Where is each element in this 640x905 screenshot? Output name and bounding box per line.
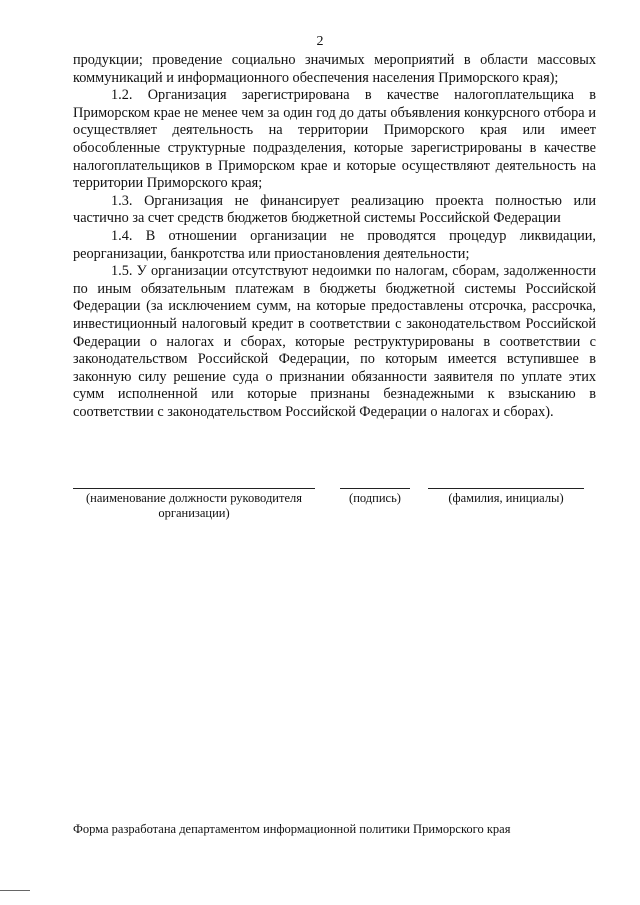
name-caption: (фамилия, инициалы) (448, 491, 564, 505)
paragraph-continuation: продукции; проведение социально значимых мероприятий в области массовых коммуникаций и информационного обеспечения населения Приморского края); (73, 52, 596, 86)
paragraph-1-4: 1.4. В отношении организации не проводятся процедур ликвидации, реорганизации, банкротства или приостановления деятельности; (73, 227, 596, 262)
page-number: 2 (316, 34, 324, 49)
scan-edge-mark (0, 890, 30, 891)
position-line (73, 488, 315, 489)
signature-caption: (подпись) (349, 491, 401, 505)
paragraph-1-3: 1.3. Организация не финансирует реализацию проекта полностью или частично за счет средств бюджетов бюджетной системы Российской Федерации (73, 192, 596, 227)
signature-line (340, 488, 410, 489)
footer-note: Форма разработана департаментом информационной политики Приморского края (73, 822, 511, 836)
document-body (73, 52, 596, 421)
paragraph-1-5: 1.5. У организации отсутствуют недоимки по налогам, сборам, задолженности по иным обязательным платежам в бюджеты бюджетной системы Российской Федерации (за исключением сумм, на которые предоставлены отсрочка, рассрочка, инвестиционный налоговый кредит в соответствии с законодательством Российской Федерации о налогах и сборах, которые реструктурированы в соответствии с законодательством Российской Федерации, по которым имеется вступившее в законную силу решение суда о признании обязанности заявителя по уплате этих сумм исполненной или которые признаны безнадежными к взысканию в соответствии с законодательством Российской Федерации о налогах и сборах). (73, 263, 596, 420)
paragraph-1-2: 1.2. Организация зарегистрирована в качестве налогоплательщика в Приморском крае не менее чем за один год до даты объявления конкурсного отбора и осуществляет деятельность на территории Приморского края или имеет обособленные структурные подразделения, которые зарегистрированы в качестве налогоплательщиков в Приморском крае и которые осуществляют деятельность на территории Приморского края; (73, 87, 596, 192)
position-caption: (наименование должности руководителя организации) (86, 491, 302, 520)
name-line (428, 488, 584, 489)
